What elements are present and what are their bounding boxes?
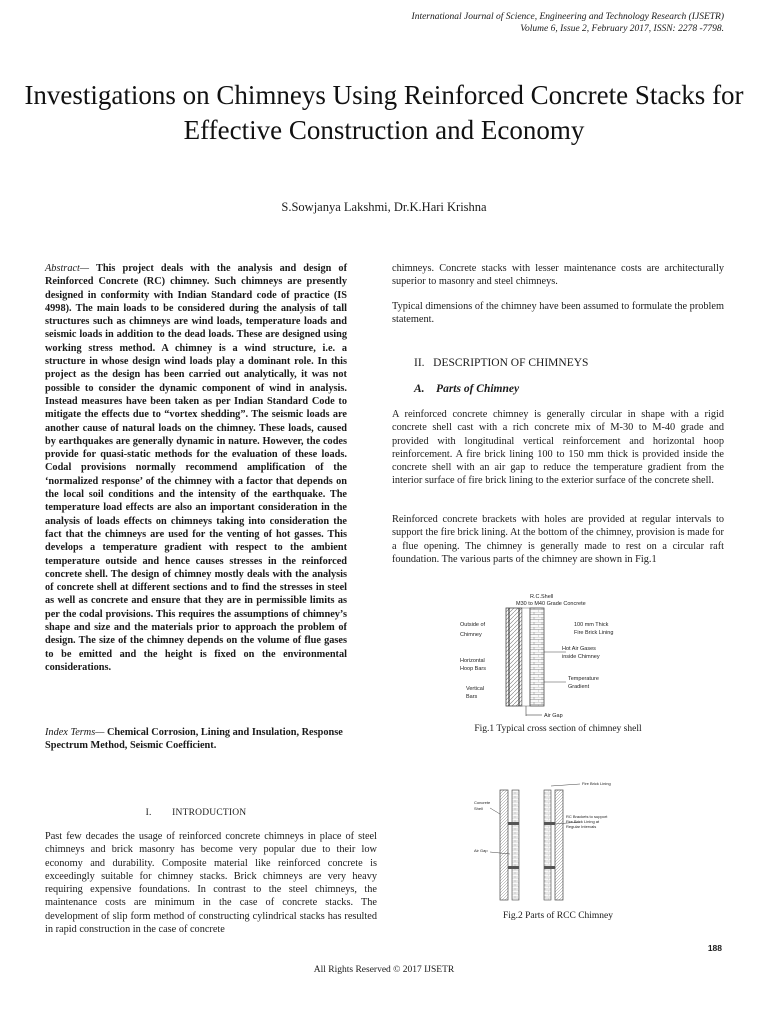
fig2-bracket-left-1 [508,822,519,825]
fig1-label-temp2: Gradient [568,684,590,690]
authors: S.Sowjanya Lakshmi, Dr.K.Hari Krishna [281,200,487,214]
fig2-fire-brick-lining-left [512,790,519,900]
abstract-label: Abstract— [45,263,90,274]
parts-paragraph-2: Reinforced concrete brackets with holes are provided at regular intervals to support the fire brick lining. At the bottom of the chimney, provision is made for a flue opening. The chimney is generally made to rest on a circular raft foundation. The various parts of the chimney are shown in Fig.1 [392,514,724,565]
fig1-label-hot1: Hot Air Gases [562,646,596,652]
fig1-label-vert2: Bars [466,694,478,700]
fig2-concrete-shell-right [555,790,563,900]
fig2-label-airgap: Air Gap [474,848,488,853]
fig1-air-gap [522,608,530,706]
index-terms [45,726,347,753]
fig1-label-hot2: inside Chimney [562,654,600,660]
fig2-fire-brick-lining-right [544,790,551,900]
fig2-caption: Fig.2 Parts of RCC Chimney [502,911,614,921]
fig2-bracket-left-2 [508,866,519,869]
paper-title: Investigations on Chimneys Using Reinforced Concrete Stacks for Effective Construction and Economy [24,80,744,145]
intro-text: Past few decades the usage of reinforced concrete chimneys in place of steel chimneys and brick masonry has become very popular due to their low economy and durability. Composite material like reinforced concrete is exceedingly suitable for chimney stacks. Brick chimneys are very heavy requiring expensive foundations. In contrast to the steel chimneys, the maintenance costs are minimum in the case of concrete stacks. The development of slip form method of constructing cylindrical stacks has resulted in rapid construction in the case of concrete [45,831,377,936]
fig2-bracket-right-1 [544,822,555,825]
subsection-heading: A. Parts of Chimney [414,383,520,395]
parts-paragraph-1: A reinforced concrete chimney is generally circular in shape with a rigid concrete shell cast with a rich concrete mix of M-30 to M-40 grade and provided with longitudinal vertical reinforcement and horizontal hoop reinforcement. A fire brick lining 100 to 150 mm thick is provided inside the concrete shell with an air gap to reduce the temperature gradient from the interior surface of fire brick lining to the exterior surface of the concrete shell. [392,409,724,487]
fig1-label-vert1: Vertical [466,686,485,692]
typical-dimensions-paragraph: Typical dimensions of the chimney have been assumed to formulate the problem statement. [392,301,724,326]
fig1-label-temp1: Temperature [568,676,599,682]
fig1-label-lining1: 100 mm Thick [574,622,609,628]
fig1-label-grade: M30 to M40 Grade Concrete [516,601,586,607]
index-terms-label: Index Terms— [45,727,105,738]
fig1-cross-section-diagram [458,592,658,718]
fig1-label-airgap: Air Gap [544,713,563,718]
fig1-label-outside: Outside of [460,622,486,628]
page-number: 188 [707,943,722,953]
fig1-concrete-shell [506,608,522,706]
footer-copyright: All Rights Reserved © 2017 IJSETR [313,965,455,975]
continued-paragraph: chimneys. Concrete stacks with lesser maintenance costs are architecturally superior to masonry and steel chimneys. [392,263,724,288]
fig1-label-lining2: Fire Brick Lining [574,630,614,636]
fig2-label-firebrick: Fire Brick Lining [582,781,611,786]
intro-heading: I. INTRODUCTION [145,808,247,818]
fig1-label-horiz1: Horizontal [460,658,485,664]
fig1-label-horiz2: Hoop Bars [460,666,486,672]
section-heading: II. DESCRIPTION OF CHIMNEYS [414,357,589,369]
fig2-bracket-right-2 [544,866,555,869]
fig2-label-bracket1: RC Brackets to support [566,814,608,819]
fig2-label-concrete1: Concrete [474,800,491,805]
abstract [45,262,347,674]
journal-header [304,11,724,35]
fig2-label-bracket3: Regular Intervals [566,824,597,829]
fig1-label-chimney: Chimney [460,632,482,638]
fig2-label-concrete2: Shell [474,806,483,811]
journal-name: International Journal of Science, Engineering and Technology Research (IJSETR) [411,12,724,22]
fig1-fire-brick-lining [530,608,544,706]
index-terms-text: Chemical Corrosion, Lining and Insulation, Response Spectrum Method, Seismic Coefficient. [45,727,343,752]
fig2-rcc-chimney-diagram [470,776,620,906]
fig2-concrete-shell-left [500,790,508,900]
fig2-label-bracket2: Fire Brick Lining at [566,819,600,824]
abstract-text: This project deals with the analysis and design of Reinforced Concrete (RC) chimney. Such chimneys are presently designed in conformity with Indian Standard code of practice (IS 4998). The main loads to be considered during the analysis of tall structures such as chimneys are wind loads, temperature loads and seismic loads in addition to the dead loads. These are designed using working stress method. A chimney is a wind structure, i.e. a structure in whose design wind loads play a dominant role. In this project as the design has been carried out analytically, it was not possible to consider the dynamic component of wind in analysis. Instead measures have been taken as per Indian Standard Code to mitigate the effects due to “vortex shedding”. The seismic loads are another cause of natural loads on the chimney. These loads, caused by earthquakes are generally dynamic in nature. However, the codes provide for quasi-static methods for the evaluation of these loads. Codal provisions normally recommend amplification of the ‘normalized response’ of the chimney with a factor that depends on the local soil conditions and the intensity of the earthquake. The temperature load effects are also an important consideration in the analysis of loads effects on chimneys taking into consideration the fact that the chimneys are used for the venting of hot gasses. This develops a temperature gradient with respect to the ambient temperature outside and hence causes stresses in the reinforced concrete shell. The design of chimney mostly deals with the analysis of concrete shell at different sections and to find the stresses in steel as well as concrete and ensure that they are in permissible limits as per the codal provisions. This requires the assumptions of chimney’s shape and size and the materials prior to approach the problem of design. The size of the chimney depends on the volume of flue gases to be emitted and the height is fixed on the environmental considerations. [45,263,347,673]
fig1-label-rc-shell: R.C.Shell [530,594,554,600]
fig1-caption: Fig.1 Typical cross section of chimney shell [474,724,642,734]
journal-volume: Volume 6, Issue 2, February 2017, ISSN: 2278 -7798. [520,24,724,34]
